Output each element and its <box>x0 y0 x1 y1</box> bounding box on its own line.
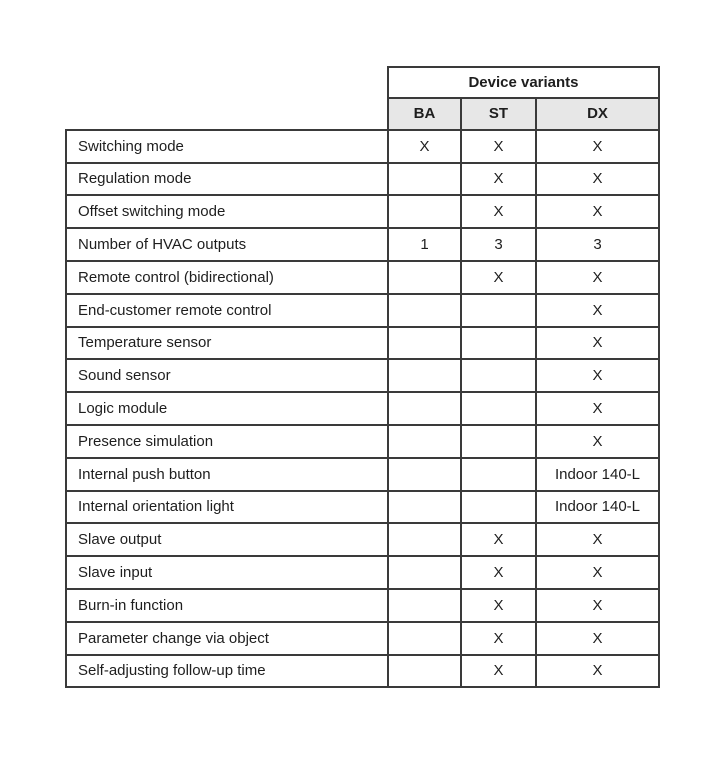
feature-name-cell: Self-adjusting follow-up time <box>66 655 388 688</box>
feature-name-cell: Slave input <box>66 556 388 589</box>
variant-value-cell: X <box>536 655 659 688</box>
device-variants-table <box>65 66 660 688</box>
variant-value-cell <box>388 425 461 458</box>
variant-value-cell: X <box>536 622 659 655</box>
feature-name-cell: Burn-in function <box>66 589 388 622</box>
variant-value-cell <box>461 458 536 491</box>
column-header-dx: DX <box>536 98 659 130</box>
table-row <box>66 425 659 458</box>
table-row <box>66 655 659 688</box>
variant-value-cell <box>388 556 461 589</box>
feature-name-cell: Presence simulation <box>66 425 388 458</box>
variant-value-cell: X <box>536 392 659 425</box>
variant-value-cell: Indoor 140-L <box>536 458 659 491</box>
variant-value-cell: X <box>536 425 659 458</box>
variant-value-cell: X <box>536 294 659 327</box>
table-row <box>66 130 659 163</box>
variant-value-cell <box>388 458 461 491</box>
table-row <box>66 359 659 392</box>
variant-value-cell: 3 <box>461 228 536 261</box>
feature-name-cell: Switching mode <box>66 130 388 163</box>
column-header-st: ST <box>461 98 536 130</box>
variant-value-cell: X <box>536 130 659 163</box>
feature-name-cell: Internal orientation light <box>66 491 388 524</box>
feature-name-cell: Internal push button <box>66 458 388 491</box>
feature-name-cell: Logic module <box>66 392 388 425</box>
variant-value-cell <box>461 425 536 458</box>
blank-cell <box>66 98 388 130</box>
variant-value-cell <box>388 589 461 622</box>
table-row <box>66 327 659 360</box>
table-row <box>66 195 659 228</box>
variant-value-cell: X <box>536 556 659 589</box>
variant-value-cell <box>388 622 461 655</box>
variant-value-cell <box>461 294 536 327</box>
variant-value-cell: X <box>461 261 536 294</box>
variant-value-cell <box>388 327 461 360</box>
feature-name-cell: End-customer remote control <box>66 294 388 327</box>
variant-value-cell <box>388 491 461 524</box>
variant-value-cell: X <box>461 589 536 622</box>
variant-value-cell <box>461 491 536 524</box>
variant-value-cell <box>388 392 461 425</box>
variant-value-cell <box>461 392 536 425</box>
table-row <box>66 458 659 491</box>
table-row <box>66 163 659 196</box>
column-header-row <box>66 98 659 130</box>
variant-value-cell: X <box>461 195 536 228</box>
feature-name-cell: Remote control (bidirectional) <box>66 261 388 294</box>
variant-value-cell: X <box>536 359 659 392</box>
feature-name-cell: Number of HVAC outputs <box>66 228 388 261</box>
variant-value-cell: Indoor 140-L <box>536 491 659 524</box>
feature-name-cell: Slave output <box>66 523 388 556</box>
variant-value-cell <box>461 327 536 360</box>
variant-value-cell: X <box>536 163 659 196</box>
variant-value-cell: X <box>461 130 536 163</box>
feature-name-cell: Regulation mode <box>66 163 388 196</box>
variant-value-cell: X <box>536 195 659 228</box>
variant-value-cell <box>388 359 461 392</box>
table-row <box>66 294 659 327</box>
variant-value-cell: X <box>461 556 536 589</box>
group-header-cell: Device variants <box>388 67 659 98</box>
table-row <box>66 589 659 622</box>
variant-value-cell: X <box>536 523 659 556</box>
variant-value-cell: X <box>388 130 461 163</box>
variant-value-cell: X <box>461 655 536 688</box>
variant-value-cell: X <box>461 163 536 196</box>
variant-value-cell <box>388 195 461 228</box>
group-header-row <box>66 67 659 98</box>
feature-name-cell: Parameter change via object <box>66 622 388 655</box>
feature-name-cell: Temperature sensor <box>66 327 388 360</box>
variant-value-cell: 1 <box>388 228 461 261</box>
table-body <box>66 67 659 687</box>
variant-value-cell: X <box>461 523 536 556</box>
column-header-ba: BA <box>388 98 461 130</box>
variant-value-cell <box>388 261 461 294</box>
blank-cell <box>66 67 388 98</box>
table-row <box>66 491 659 524</box>
table-row <box>66 228 659 261</box>
variant-value-cell <box>461 359 536 392</box>
variant-value-cell <box>388 655 461 688</box>
table-row <box>66 622 659 655</box>
variant-value-cell: X <box>536 327 659 360</box>
feature-name-cell: Sound sensor <box>66 359 388 392</box>
variant-value-cell <box>388 294 461 327</box>
table-row <box>66 523 659 556</box>
variant-value-cell: X <box>461 622 536 655</box>
variant-value-cell <box>388 163 461 196</box>
variant-value-cell: 3 <box>536 228 659 261</box>
variant-value-cell <box>388 523 461 556</box>
variant-value-cell: X <box>536 589 659 622</box>
variant-value-cell: X <box>536 261 659 294</box>
table-row <box>66 556 659 589</box>
feature-name-cell: Offset switching mode <box>66 195 388 228</box>
table-row <box>66 261 659 294</box>
table-row <box>66 392 659 425</box>
